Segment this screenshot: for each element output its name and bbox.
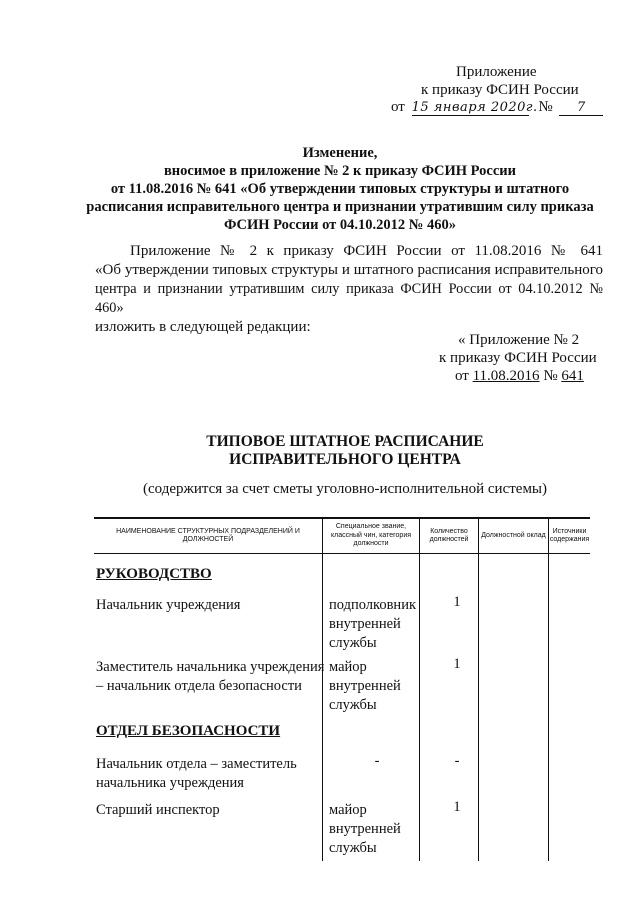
position-name: Начальник отдела – заместитель xyxy=(96,756,297,772)
position-name: Старший инспектор xyxy=(96,802,220,818)
date-prefix: от xyxy=(391,99,405,115)
rank-line1: подполковник xyxy=(329,597,416,613)
quote-line3 xyxy=(455,368,584,385)
change-title-line3: от 11.08.2016 № 641 «Об утверждении типовых структуры и штатного xyxy=(110,181,570,197)
body-line1: Приложение № 2 к приказу ФСИН России от 11.08.2016 № 641 xyxy=(130,243,603,259)
handwritten-number: 7 xyxy=(559,100,603,116)
rank-line2: внутренней xyxy=(329,678,401,694)
appendix-date-line xyxy=(391,99,603,116)
col-divider xyxy=(548,551,549,861)
change-title-line5: ФСИН России от 04.10.2012 № 460» xyxy=(224,217,456,233)
header-salary: Должностной оклад xyxy=(481,531,546,539)
quote-num: 641 xyxy=(561,368,584,384)
quote-date: 11.08.2016 xyxy=(472,368,540,384)
appendix-line1: Приложение xyxy=(456,64,537,80)
position-count: 1 xyxy=(453,799,461,815)
position-name: Начальник учреждения xyxy=(96,597,241,613)
schedule-title xyxy=(0,433,640,469)
rank-line3: службы xyxy=(329,635,377,651)
change-title-line2: вносимое в приложение № 2 к приказу ФСИН России xyxy=(163,163,517,179)
appendix-line2: к приказу ФСИН России xyxy=(421,82,579,98)
header-rank: Специальное звание, классный чин, категория должности xyxy=(330,523,412,548)
quote-date-prefix: от xyxy=(455,368,469,384)
section-title: РУКОВОДСТВО xyxy=(96,566,212,582)
position-count: 1 xyxy=(453,656,461,672)
position-name: Заместитель начальника учреждения xyxy=(96,659,325,675)
change-title-line1: Изменение, xyxy=(302,145,378,161)
header-source: Источники содержания xyxy=(549,527,590,543)
body-line4: изложить в следующей редакции: xyxy=(95,319,311,335)
rank-line3: службы xyxy=(329,840,377,856)
position-name-cont: – начальник отдела безопасности xyxy=(96,678,302,694)
rank-line2: внутренней xyxy=(329,821,401,837)
funding-note: (содержится за счет сметы уголовно-исполнительной системы) xyxy=(142,481,548,497)
section-title: ОТДЕЛ БЕЗОПАСНОСТИ xyxy=(96,723,281,739)
rank-dash: - xyxy=(374,753,380,769)
change-title-line4: расписания исправительного центра и признании утратившим силу приказа xyxy=(86,199,594,215)
rank-line3: службы xyxy=(329,697,377,713)
handwritten-date: 15 января 2020г. xyxy=(411,100,538,115)
change-title xyxy=(60,144,620,234)
quote-no: № xyxy=(543,368,558,384)
quote-line1: « Приложение № 2 xyxy=(458,332,580,348)
table-header xyxy=(94,517,590,554)
quote-line2: к приказу ФСИН России xyxy=(439,350,597,366)
schedule-title-line2: ИСПРАВИТЕЛЬНОГО ЦЕНТРА xyxy=(229,451,461,468)
col-divider xyxy=(322,551,323,861)
header-count: Количество должностей xyxy=(429,527,469,543)
header-name: НАИМЕНОВАНИЕ СТРУКТУРНЫХ ПОДРАЗДЕЛЕНИЙ И ДОЛЖНОСТЕЙ xyxy=(116,527,300,543)
number-prefix: № xyxy=(538,99,553,115)
schedule-title-line1: ТИПОВОЕ ШТАТНОЕ РАСПИСАНИЕ xyxy=(206,433,484,450)
body-line2: «Об утверждении типовых структуры и штатного расписания исправительного xyxy=(95,262,603,278)
rank-line2: внутренней xyxy=(329,616,401,632)
rank-line1: майор xyxy=(329,802,367,818)
rank-line1: майор xyxy=(329,659,367,675)
position-name-cont: начальника учреждения xyxy=(96,775,244,791)
body-line3: центра и признании утратившим силу приказа ФСИН России от 04.10.2012 № 460» xyxy=(95,281,603,316)
position-count: - xyxy=(454,753,460,769)
col-divider xyxy=(419,551,420,861)
position-count: 1 xyxy=(453,594,461,610)
body-paragraph xyxy=(95,242,603,337)
